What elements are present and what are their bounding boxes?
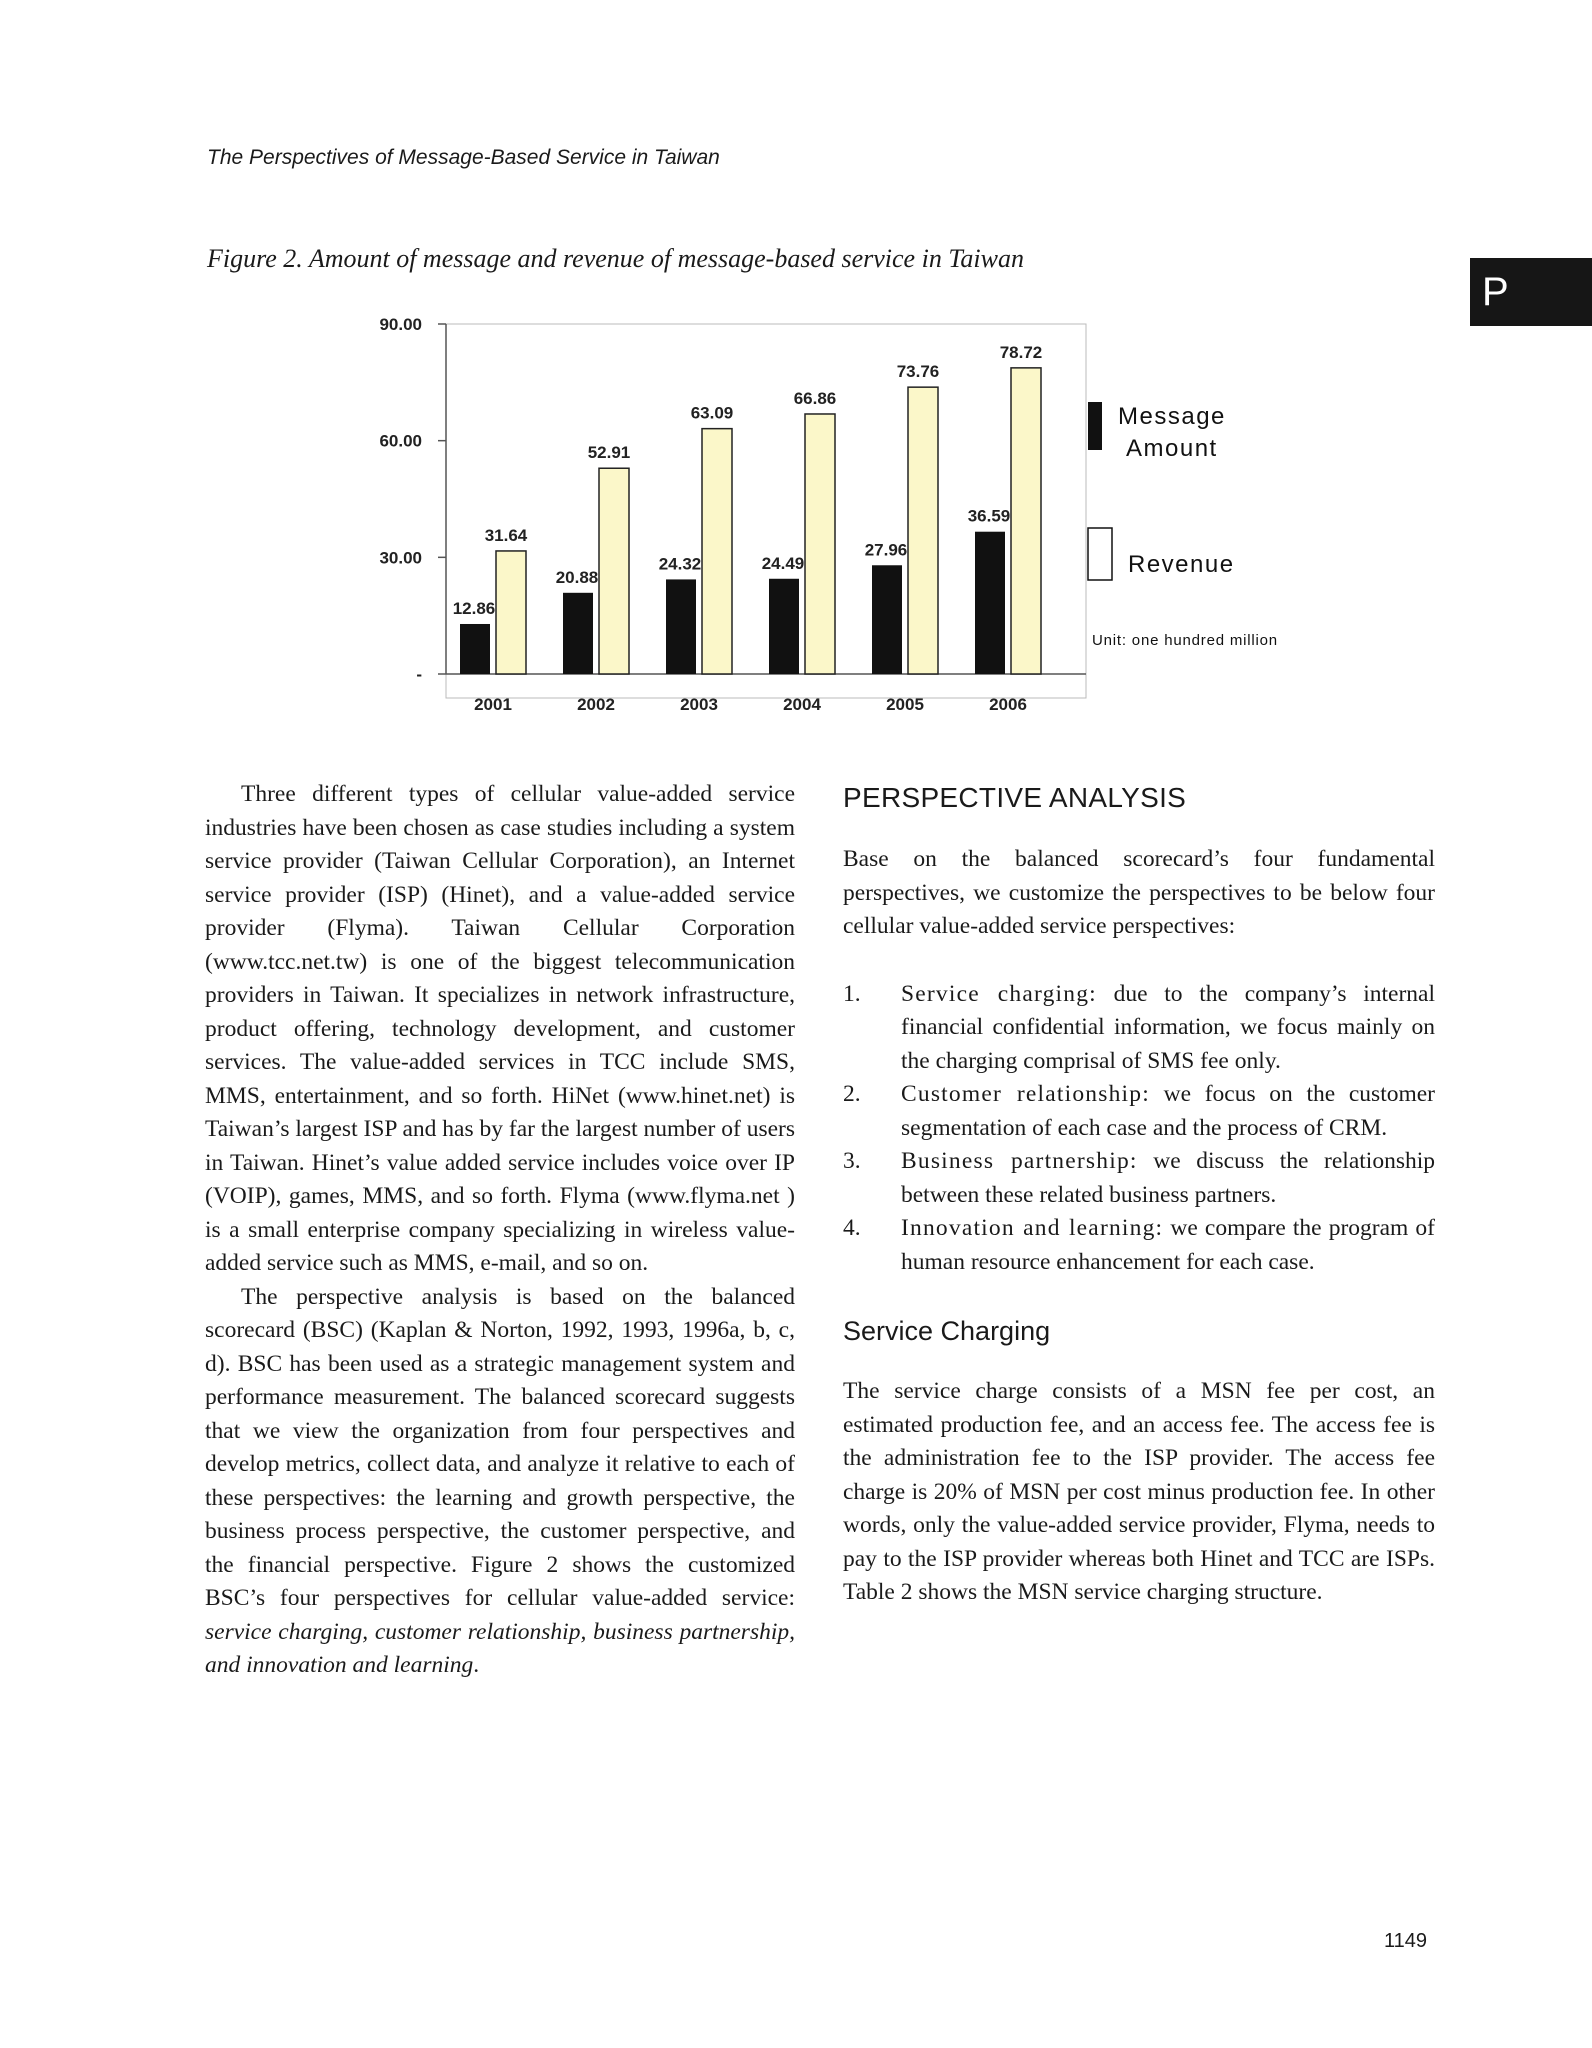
data-label-revenue-2006: 78.72 bbox=[999, 342, 1043, 362]
figure-caption: Figure 2. Amount of message and revenue of message-based service in Taiwan bbox=[207, 244, 1024, 273]
legend-label-message-2: Amount bbox=[1126, 435, 1218, 462]
data-label-revenue-2004: 66.86 bbox=[793, 388, 837, 408]
y-tick-label: 90.00 bbox=[379, 315, 422, 334]
unit-note: Unit: one hundred million bbox=[1092, 632, 1278, 649]
bar-message-2002 bbox=[563, 593, 593, 674]
perspective-list bbox=[843, 978, 1435, 1280]
list-item-term: Innovation and learning: bbox=[901, 1215, 1164, 1241]
list-item-text: we focus on the customer segmentation of each case and the process of CRM. bbox=[901, 1081, 1436, 1141]
subsection-heading: Service Charging bbox=[843, 1316, 1051, 1346]
bar-chart bbox=[360, 300, 1300, 735]
data-label-message-2004: 24.49 bbox=[761, 553, 805, 573]
intro-paragraph: Base on the balanced scorecard’s four fundamental perspectives, we customize the perspectives to be below four cellular value-added service perspectives: bbox=[843, 846, 1435, 939]
list-item-term: Business partnership: bbox=[901, 1148, 1138, 1174]
legend-swatch-revenue bbox=[1088, 528, 1112, 580]
bar-revenue-2004 bbox=[805, 414, 835, 674]
legend bbox=[1088, 402, 1278, 649]
list-item-text: due to the company’s internal financial confidential information, we focus mainly on the charging comprisal of SMS fee only. bbox=[901, 980, 1435, 1074]
y-ticks bbox=[379, 315, 446, 684]
x-tick-label-2005: 2005 bbox=[886, 695, 924, 714]
x-tick-label-2006: 2006 bbox=[989, 695, 1027, 714]
left-column bbox=[205, 778, 795, 1683]
data-label-revenue-2003: 63.09 bbox=[690, 403, 734, 423]
y-tick-label: 30.00 bbox=[379, 548, 422, 568]
list-item-text: we compare the program of human resource enhancement for each case. bbox=[901, 1215, 1435, 1275]
data-label-revenue-2005: 73.76 bbox=[896, 362, 940, 382]
list-item bbox=[843, 978, 1435, 1079]
bar-revenue-2002 bbox=[599, 468, 629, 674]
list-item-text: we discuss the relationship between these related business partners. bbox=[901, 1148, 1435, 1208]
left-paragraph-2-text: The perspective analysis is based on the balanced scorecard (BSC) (Kaplan & Norton, 1992, 1993, 1996a, b, c, d). BSC has been used as a strategic management system and performance measurement. The balanced scorecard suggests that we view the organization from four perspectives and develop metrics, collect data, and analyze it relative to each of these perspectives: the learning and growth perspective, the business process perspective, the customer perspective, and the financial perspective. Figure 2 shows the customized BSC’s four perspectives for cellular value-added service: bbox=[205, 1283, 795, 1611]
x-tick-label-2001: 2001 bbox=[474, 695, 512, 714]
page-number: 1149 bbox=[1384, 1930, 1428, 1952]
legend-swatch-message bbox=[1088, 402, 1102, 450]
x-tick-label-2002: 2002 bbox=[577, 695, 615, 714]
data-label-message-2001: 12.86 bbox=[452, 598, 496, 618]
data-label-revenue-2002: 52.91 bbox=[587, 443, 631, 463]
data-label-message-2005: 27.96 bbox=[864, 540, 908, 560]
left-paragraph-1: Three different types of cellular value-added service industries have been chosen as case studies including a system service provider (Taiwan Cellular Corporation), an Internet service provider (ISP) (Hinet), and a value-added service provider (Flyma). Taiwan Cellular Corporation (www.tcc.net.tw) is one of the biggest telecommunication providers in Taiwan. It specializes in network infrastructure, product offering, technology development, and customer services. The value-added services in TCC include SMS, MMS, entertainment, and so forth. HiNet (www.hinet.net) is Taiwan’s largest ISP and has by far the largest number of users in Taiwan. Hinet’s value added service includes voice over IP (VOIP), games, MMS, and so forth. Flyma (www.flyma.net ) is a small enterprise company specializing in wireless value-added service such as MMS, e-mail, and so on. bbox=[205, 781, 795, 1276]
bar-message-2006 bbox=[975, 532, 1005, 674]
bar-revenue-2005 bbox=[908, 387, 938, 674]
left-paragraph-2-end: . bbox=[473, 1652, 480, 1678]
x-tick-label-2004: 2004 bbox=[783, 695, 821, 714]
legend-label-message-1: Message bbox=[1118, 403, 1226, 430]
data-label-message-2002: 20.88 bbox=[555, 567, 599, 587]
list-item-number: 4. bbox=[843, 1215, 861, 1241]
y-tick-label: 60.00 bbox=[379, 431, 422, 451]
list-item-number: 1. bbox=[843, 980, 861, 1007]
left-paragraph-2 bbox=[205, 1281, 795, 1683]
list-item-term: Customer relationship: bbox=[901, 1081, 1150, 1107]
list-item bbox=[843, 1212, 1435, 1279]
bar-message-2005 bbox=[872, 565, 902, 674]
list-item-number: 2. bbox=[843, 1081, 861, 1107]
y-tick-label: - bbox=[416, 665, 422, 684]
bar-message-2003 bbox=[666, 579, 696, 674]
legend-label-revenue: Revenue bbox=[1128, 551, 1235, 578]
bar-revenue-2001 bbox=[496, 551, 526, 674]
x-tick-label-2003: 2003 bbox=[680, 695, 718, 714]
data-label-message-2003: 24.32 bbox=[658, 554, 702, 574]
chart-svg bbox=[360, 300, 1300, 730]
service-charging-paragraph: The service charge consists of a MSN fee per cost, an estimated production fee, and an access fee. The access fee is the administration fee to the ISP provider. The access fee charge is 20% of MSN per cost minus production fee. In other words, only the value-added service provider, Flyma, needs to pay to the ISP provider whereas both Hinet and TCC are ISPs. Table 2 shows the MSN service charging structure. bbox=[843, 1378, 1435, 1605]
data-label-message-2006: 36.59 bbox=[967, 506, 1011, 526]
left-paragraph-2-italic: service charging, customer relationship, business partnership, and innovation and learning bbox=[205, 1618, 795, 1678]
bar-message-2001 bbox=[460, 624, 490, 674]
list-item bbox=[843, 1145, 1435, 1212]
right-column bbox=[843, 778, 1435, 1610]
data-label-revenue-2001: 31.64 bbox=[484, 525, 528, 545]
thumb-tab: P bbox=[1470, 258, 1592, 326]
bar-revenue-2006 bbox=[1011, 368, 1041, 674]
list-item bbox=[843, 1078, 1435, 1145]
section-heading: PERSPECTIVE ANALYSIS bbox=[843, 782, 1187, 813]
bar-message-2004 bbox=[769, 579, 799, 674]
list-item-term: Service charging: bbox=[901, 980, 1097, 1007]
bar-revenue-2003 bbox=[702, 429, 732, 674]
running-header: The Perspectives of Message-Based Service in Taiwan bbox=[207, 146, 720, 169]
list-item-number: 3. bbox=[843, 1148, 861, 1174]
